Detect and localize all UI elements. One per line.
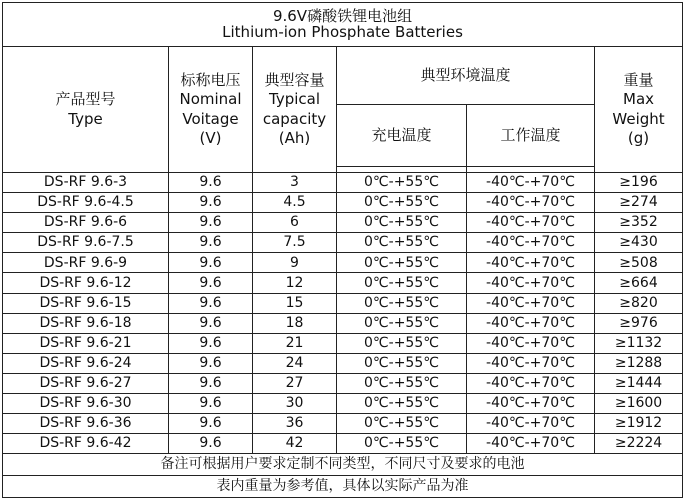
cell-capacity: 18 (253, 313, 337, 333)
cell-voltage: 9.6 (169, 434, 253, 454)
cell-work-temp: -40℃-+70℃ (467, 173, 595, 193)
cell-type: DS-RF 9.6-24 (3, 353, 169, 373)
cell-work-temp: -40℃-+70℃ (467, 333, 595, 353)
cell-capacity: 24 (253, 353, 337, 373)
cell-weight: ≥274 (595, 193, 683, 213)
table-row (3, 353, 683, 373)
header-type: 产品型号 Type (3, 47, 169, 173)
note-custom: 备注可根据用户要求定制不同类型，不同尺寸及要求的电池 (3, 454, 683, 476)
table-row (3, 313, 683, 333)
cell-work-temp: -40℃-+70℃ (467, 373, 595, 393)
cell-charge-temp: 0℃-+55℃ (337, 333, 467, 353)
cell-type: DS-RF 9.6-30 (3, 394, 169, 414)
table-title (3, 3, 683, 47)
header-capacity: 典型容量 Typical capacity (Ah) (253, 47, 337, 173)
cell-weight: ≥1444 (595, 373, 683, 393)
header-weight: 重量 Max Weight (g) (595, 47, 683, 173)
cell-charge-temp: 0℃-+55℃ (337, 434, 467, 454)
cell-type: DS-RF 9.6-27 (3, 373, 169, 393)
cell-weight: ≥664 (595, 273, 683, 293)
header-work-temp: 工作温度 (467, 105, 595, 167)
cell-weight: ≥1132 (595, 333, 683, 353)
cell-voltage: 9.6 (169, 173, 253, 193)
cell-charge-temp: 0℃-+55℃ (337, 353, 467, 373)
cell-work-temp: -40℃-+70℃ (467, 213, 595, 233)
title-row (3, 3, 683, 47)
cell-voltage: 9.6 (169, 213, 253, 233)
cell-charge-temp: 0℃-+55℃ (337, 414, 467, 434)
cell-type: DS-RF 9.6-42 (3, 434, 169, 454)
cell-voltage: 9.6 (169, 414, 253, 434)
cell-work-temp: -40℃-+70℃ (467, 293, 595, 313)
cell-voltage: 9.6 (169, 273, 253, 293)
table-row (3, 293, 683, 313)
cell-charge-temp: 0℃-+55℃ (337, 213, 467, 233)
cell-weight: ≥1912 (595, 414, 683, 434)
table-row (3, 253, 683, 273)
cell-capacity: 36 (253, 414, 337, 434)
table-row (3, 414, 683, 434)
cell-voltage: 9.6 (169, 253, 253, 273)
cell-weight: ≥820 (595, 293, 683, 313)
table-row (3, 273, 683, 293)
cell-work-temp: -40℃-+70℃ (467, 253, 595, 273)
cell-voltage: 9.6 (169, 233, 253, 253)
cell-work-temp: -40℃-+70℃ (467, 273, 595, 293)
cell-voltage: 9.6 (169, 394, 253, 414)
cell-work-temp: -40℃-+70℃ (467, 233, 595, 253)
cell-type: DS-RF 9.6-3 (3, 173, 169, 193)
cell-charge-temp: 0℃-+55℃ (337, 313, 467, 333)
cell-capacity: 30 (253, 394, 337, 414)
cell-voltage: 9.6 (169, 333, 253, 353)
cell-weight: ≥2224 (595, 434, 683, 454)
cell-voltage: 9.6 (169, 193, 253, 213)
table-body (3, 173, 683, 454)
cell-type: DS-RF 9.6-4.5 (3, 193, 169, 213)
table-row (3, 173, 683, 193)
cell-work-temp: -40℃-+70℃ (467, 193, 595, 213)
note-row (3, 454, 683, 476)
cell-work-temp: -40℃-+70℃ (467, 394, 595, 414)
cell-work-temp: -40℃-+70℃ (467, 414, 595, 434)
cell-type: DS-RF 9.6-21 (3, 333, 169, 353)
cell-work-temp: -40℃-+70℃ (467, 353, 595, 373)
table-row (3, 333, 683, 353)
cell-charge-temp: 0℃-+55℃ (337, 293, 467, 313)
cell-charge-temp: 0℃-+55℃ (337, 193, 467, 213)
cell-type: DS-RF 9.6-36 (3, 414, 169, 434)
header-charge-temp: 充电温度 (337, 105, 467, 167)
cell-type: DS-RF 9.6-12 (3, 273, 169, 293)
cell-charge-temp: 0℃-+55℃ (337, 373, 467, 393)
cell-voltage: 9.6 (169, 313, 253, 333)
table-row (3, 233, 683, 253)
cell-type: DS-RF 9.6-9 (3, 253, 169, 273)
cell-capacity: 12 (253, 273, 337, 293)
cell-charge-temp: 0℃-+55℃ (337, 173, 467, 193)
table-row (3, 213, 683, 233)
cell-type: DS-RF 9.6-6 (3, 213, 169, 233)
cell-charge-temp: 0℃-+55℃ (337, 394, 467, 414)
cell-capacity: 27 (253, 373, 337, 393)
cell-weight: ≥508 (595, 253, 683, 273)
title-chinese: 9.6V磷酸铁锂电池组 (272, 6, 413, 25)
cell-charge-temp: 0℃-+55℃ (337, 253, 467, 273)
cell-weight: ≥976 (595, 313, 683, 333)
cell-voltage: 9.6 (169, 353, 253, 373)
cell-weight: ≥1288 (595, 353, 683, 373)
cell-type: DS-RF 9.6-7.5 (3, 233, 169, 253)
table-row (3, 434, 683, 454)
cell-charge-temp: 0℃-+55℃ (337, 233, 467, 253)
cell-capacity: 9 (253, 253, 337, 273)
title-english: Lithium-ion Phosphate Batteries (222, 22, 463, 41)
cell-weight: ≥352 (595, 213, 683, 233)
cell-work-temp: -40℃-+70℃ (467, 434, 595, 454)
header-temperature-group: 典型环境温度 (337, 47, 595, 105)
table-row (3, 394, 683, 414)
battery-spec-table (2, 2, 683, 498)
cell-voltage: 9.6 (169, 373, 253, 393)
cell-work-temp: -40℃-+70℃ (467, 313, 595, 333)
table-row (3, 373, 683, 393)
cell-charge-temp: 0℃-+55℃ (337, 273, 467, 293)
header-voltage: 标称电压 Nominal Voitage (V) (169, 47, 253, 173)
cell-weight: ≥1600 (595, 394, 683, 414)
cell-capacity: 3 (253, 173, 337, 193)
cell-capacity: 15 (253, 293, 337, 313)
cell-capacity: 42 (253, 434, 337, 454)
cell-capacity: 4.5 (253, 193, 337, 213)
note-row (3, 476, 683, 498)
cell-weight: ≥196 (595, 173, 683, 193)
header-row-1 (3, 47, 683, 105)
cell-type: DS-RF 9.6-18 (3, 313, 169, 333)
cell-capacity: 21 (253, 333, 337, 353)
cell-voltage: 9.6 (169, 293, 253, 313)
note-weight-reference: 表内重量为参考值，具体以实际产品为准 (3, 476, 683, 498)
table-row (3, 193, 683, 213)
cell-capacity: 6 (253, 213, 337, 233)
cell-weight: ≥430 (595, 233, 683, 253)
cell-type: DS-RF 9.6-15 (3, 293, 169, 313)
cell-capacity: 7.5 (253, 233, 337, 253)
